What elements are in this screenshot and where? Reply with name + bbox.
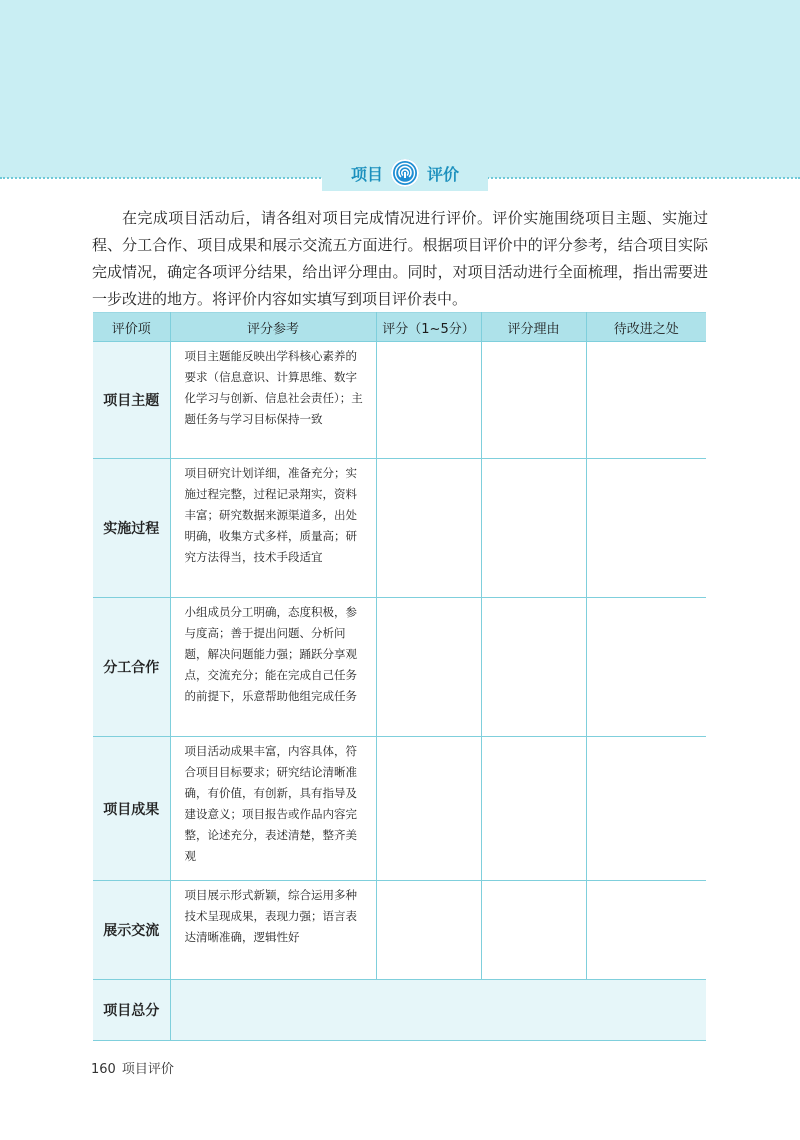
evaluation-table — [93, 312, 706, 1041]
intro-paragraph: 在完成项目活动后，请各组对项目完成情况进行评价。评价实施围绕项目主题、实施过程、分工合作、项目成果和展示交流五方面进行。根据项目评价中的评分参考，结合项目实际完成情况，确定各项评分结果，给出评分理由。同时，对项目活动进行全面梳理，指出需要进一步改进的地方。将评价内容如实填写到项目评价表中。 — [92, 209, 708, 308]
improvement-cell[interactable] — [586, 737, 706, 881]
row-reference: 项目展示形式新颖，综合运用多种技术呈现成果，表现力强；语言表达清晰准确，逻辑性好 — [170, 881, 376, 980]
row-item: 项目主题 — [93, 342, 170, 459]
score-cell[interactable] — [376, 881, 481, 980]
row-item: 展示交流 — [93, 881, 170, 980]
footer-section-title: 项目评价 — [121, 1062, 174, 1077]
header-reference: 评分参考 — [170, 313, 376, 342]
table-row — [93, 459, 706, 598]
section-tab — [322, 155, 488, 191]
row-reference: 项目主题能反映出学科核心素养的要求（信息意识、计算思维、数字化学习与创新、信息社会责任）；主题任务与学习目标保持一致 — [170, 342, 376, 459]
row-item: 项目成果 — [93, 737, 170, 881]
tab-label-left: 项目 — [350, 164, 383, 184]
row-reference: 项目活动成果丰富，内容具体，符合项目目标要求；研究结论清晰准确，有价值，有创新，具有指导及建设意义；项目报告或作品内容完整，论述充分，表述清楚，整齐美观 — [170, 737, 376, 881]
row-reference: 小组成员分工明确，态度积极，参与度高；善于提出问题、分析问题，解决问题能力强；踊跃分享观点，交流充分；能在完成自己任务的前提下，乐意帮助他组完成任务 — [170, 598, 376, 737]
reason-cell[interactable] — [481, 342, 586, 459]
total-label: 项目总分 — [93, 980, 170, 1041]
header-improvement: 待改进之处 — [586, 313, 706, 342]
table-row — [93, 737, 706, 881]
score-cell[interactable] — [376, 459, 481, 598]
row-reference: 项目研究计划详细，准备充分；实施过程完整，过程记录翔实，资料丰富；研究数据来源渠道多，出处明确，收集方式多样，质量高；研究方法得当，技术手段适宜 — [170, 459, 376, 598]
header-score: 评分（1~5分） — [376, 313, 481, 342]
total-score-cell[interactable] — [170, 980, 706, 1041]
table-row — [93, 342, 706, 459]
score-cell[interactable] — [376, 598, 481, 737]
score-cell[interactable] — [376, 342, 481, 459]
improvement-cell[interactable] — [586, 881, 706, 980]
table-row — [93, 598, 706, 737]
table-row — [93, 881, 706, 980]
table-header-row — [93, 313, 706, 342]
page-footer — [91, 1058, 174, 1077]
broadcast-icon — [391, 159, 419, 187]
improvement-cell[interactable] — [586, 342, 706, 459]
header-item: 评价项 — [93, 313, 170, 342]
page-number: 160 — [91, 1062, 116, 1077]
header-reason: 评分理由 — [481, 313, 586, 342]
reason-cell[interactable] — [481, 598, 586, 737]
row-item: 分工合作 — [93, 598, 170, 737]
reason-cell[interactable] — [481, 737, 586, 881]
reason-cell[interactable] — [481, 459, 586, 598]
score-cell[interactable] — [376, 737, 481, 881]
improvement-cell[interactable] — [586, 598, 706, 737]
tab-label-right: 评价 — [427, 164, 460, 184]
reason-cell[interactable] — [481, 881, 586, 980]
header-band — [0, 0, 800, 178]
row-item: 实施过程 — [93, 459, 170, 598]
improvement-cell[interactable] — [586, 459, 706, 598]
total-row — [93, 980, 706, 1041]
